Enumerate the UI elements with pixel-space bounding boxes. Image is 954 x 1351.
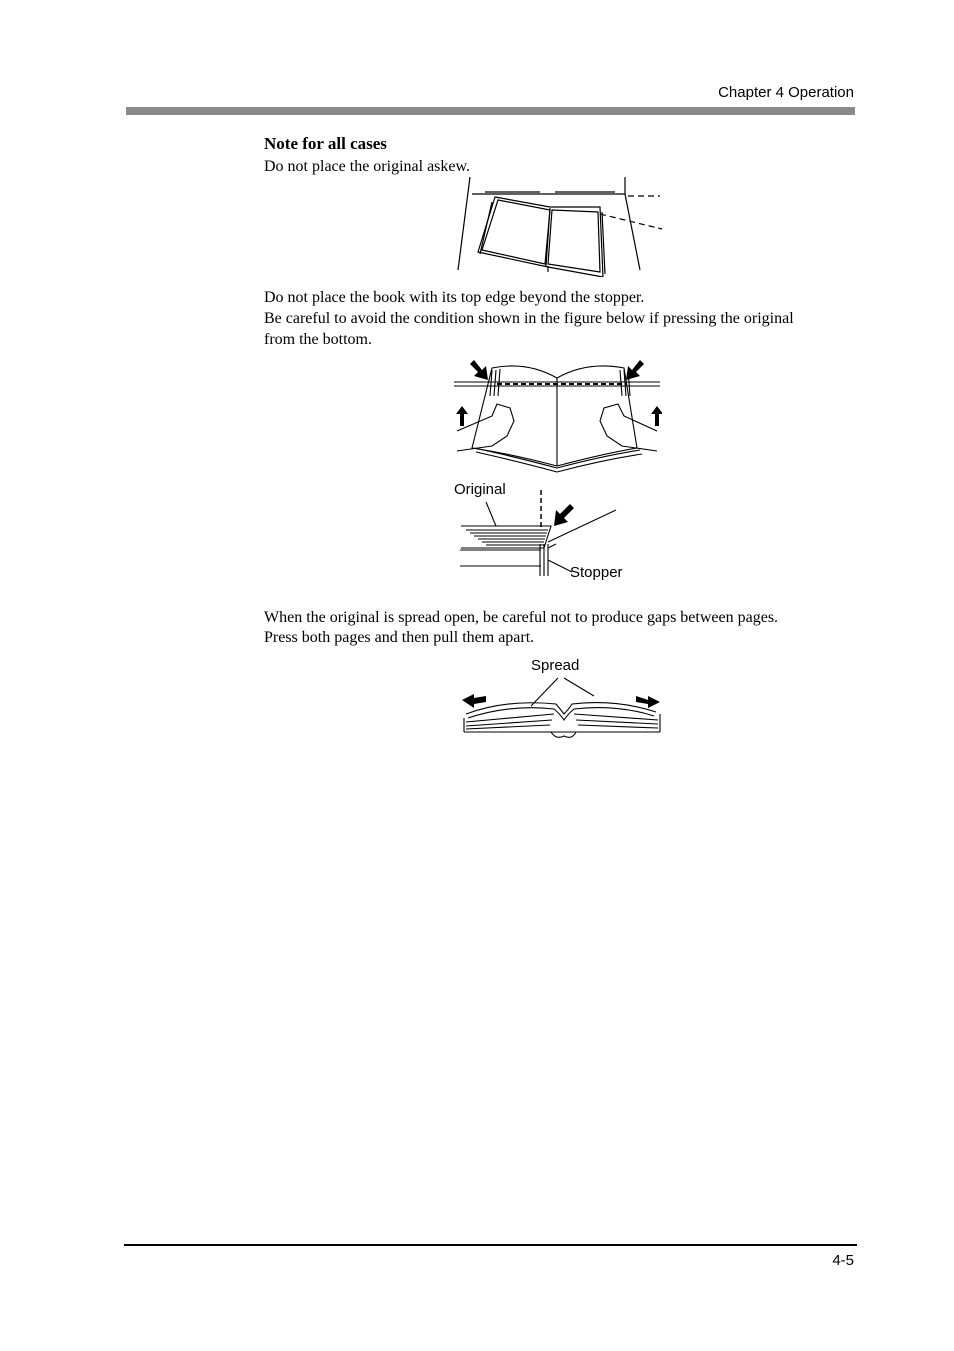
stopper-note-2: Be careful to avoid the condition shown in the figure below if pressing the original	[264, 310, 794, 327]
spread-book-figure	[456, 674, 666, 744]
askew-note: Do not place the original askew.	[264, 158, 471, 175]
stopper-note-3: from the bottom.	[264, 331, 372, 348]
askew-book-figure	[450, 172, 670, 277]
original-label: Original	[454, 481, 506, 498]
spread-note-2: Press both pages and then pull them apart.	[264, 629, 535, 646]
stopper-note-1: Do not place the book with its top edge beyond the stopper.	[264, 289, 645, 306]
spread-note-1: When the original is spread open, be careful not to produce gaps between pages.	[264, 609, 779, 626]
footer-rule	[124, 1244, 857, 1246]
stopper-label: Stopper	[570, 564, 623, 581]
section-title: Note for all cases	[264, 134, 387, 153]
header-bar	[126, 107, 855, 115]
page-number: 4-5	[832, 1252, 854, 1269]
chapter-header: Chapter 4 Operation	[718, 84, 854, 101]
spread-label: Spread	[531, 657, 580, 674]
pressing-book-figure	[452, 356, 662, 476]
